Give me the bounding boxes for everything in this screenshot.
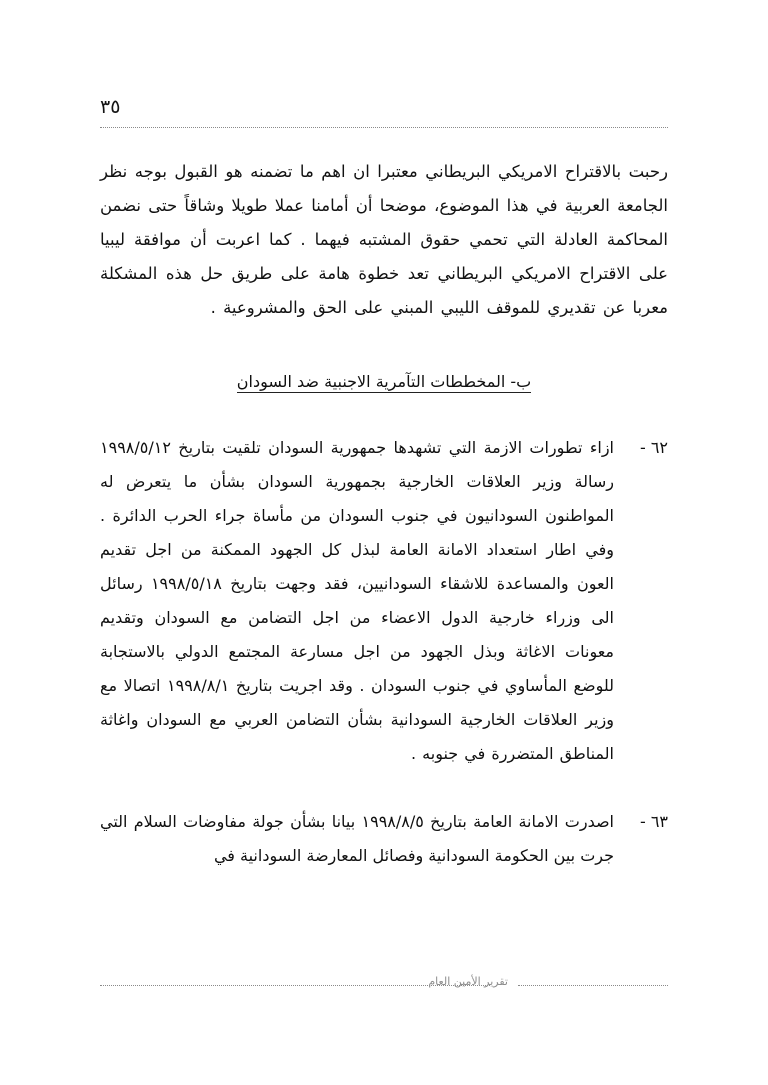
page-number: ٣٥: [100, 96, 121, 118]
item-text-62: ازاء تطورات الازمة التي تشهدها جمهورية السودان تلقيت بتاريخ ١٩٩٨/٥/١٢ رسالة وزير العلاقات الخارجية بجمهورية السودان بشأن ما يتعرض له المواطنون السودانيون في جنوب السودان من مأساة جراء الحرب الدائرة . وفي اطار استعداد الامانة العامة لبذل كل الجهود الممكنة من اجل تقديم العون والمساعدة للاشقاء السودانيين، فقد وجهت بتاريخ ١٩٩٨/٥/١٨ رسائل الى وزراء خارجية الدول الاعضاء من اجل التضامن مع السودان وتقديم معونات الاغاثة وبذل الجهود من اجل مسارعة المجتمع الدولي بالاستجابة للوضع المأساوي في جنوب السودان . وقد اجريت بتاريخ ١٩٩٨/٨/١ اتصالا مع وزير العلاقات الخارجية السودانية بشأن التضامن العربي مع السودان واغاثة المناطق المتضررة في جنوبه .: [100, 438, 615, 763]
item-text-63: اصدرت الامانة العامة بتاريخ ١٩٩٨/٨/٥ بيانا بشأن جولة مفاوضات السلام التي جرت بين الحكومة السودانية وفصائل المعارضة السودانية في: [100, 812, 614, 865]
section-heading: [100, 367, 668, 397]
header-divider: [100, 127, 668, 128]
numbered-item-63: [100, 805, 668, 873]
page-header: [100, 96, 668, 136]
numbered-item-62: [100, 431, 668, 771]
item-number-62: ٦٢ -: [639, 438, 668, 457]
section-heading-text: ب- المخططات التآمرية الاجنبية ضد السودان: [236, 372, 532, 391]
page-content: [100, 155, 668, 873]
paragraph-intro: رحبت بالاقتراح الامريكي البريطاني معتبرا ان اهم ما تضمنه هو القبول بوجه نظر الجامعة العربية في هذا الموضوع، موضحا أن أمامنا عملا طويلا وشاقاً حتى نضمن المحاكمة العادلة التي تحمي حقوق المشتبه فيهما . كما اعربت أن موافقة ليبيا على الاقتراح الامريكي البريطاني تعد خطوة هامة على طريق حل هذه المشكلة معربا عن تقديري للموقف الليبي المبني على الحق والمشروعية .: [100, 162, 668, 317]
item-number-63: ٦٣ -: [639, 812, 668, 831]
footer-note: تقرير الأمين العام: [428, 975, 508, 988]
footer-divider-right: [518, 985, 668, 986]
page-footer: [100, 975, 668, 997]
